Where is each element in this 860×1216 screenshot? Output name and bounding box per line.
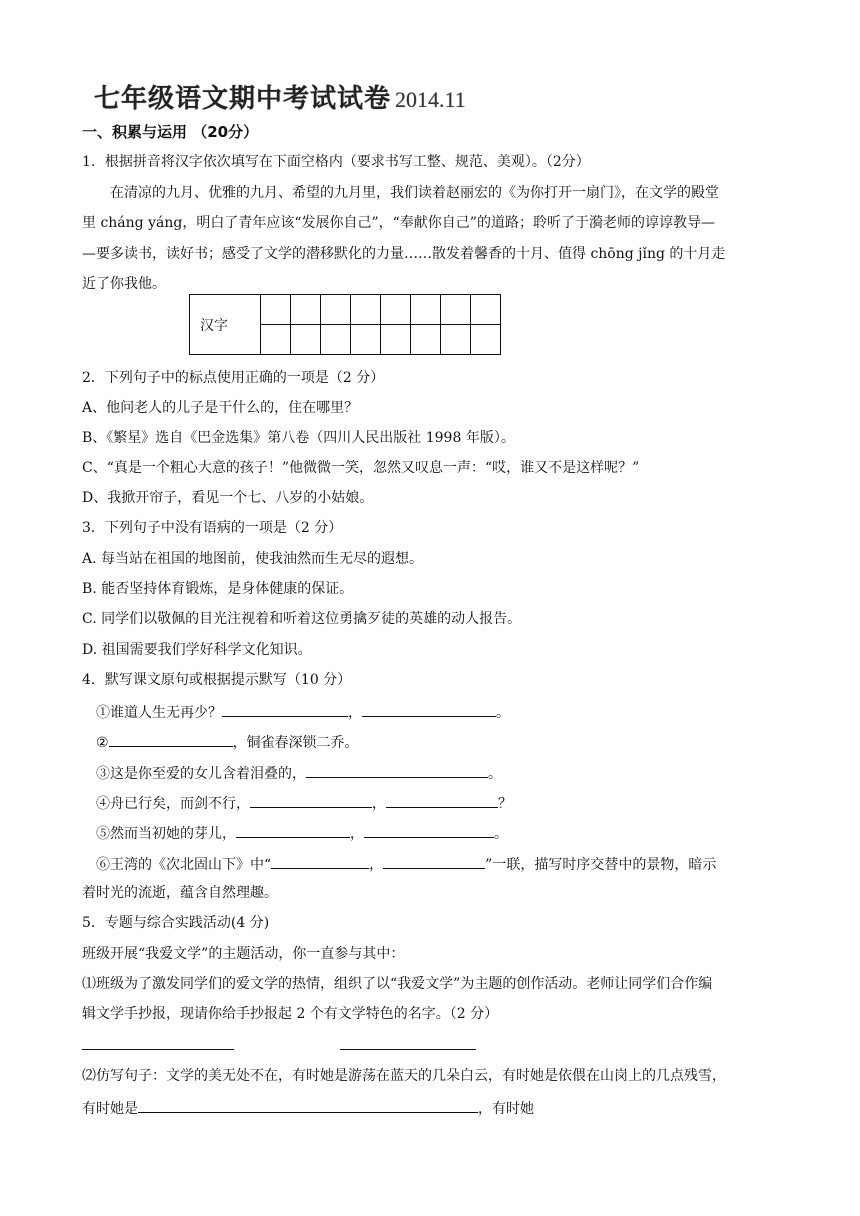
answer-blank[interactable] [236, 822, 350, 838]
q3-stem: 3．下列句子中没有语病的一项是（2 分） [82, 520, 343, 536]
q5-part2-line [82, 1097, 534, 1119]
q4-item-6-sep: ， [369, 857, 384, 873]
exam-date: 2014.11 [395, 87, 466, 112]
q2-stem: 2．下列句子中的标点使用正确的一项是（2 分） [82, 370, 385, 386]
q4-item-5-sep: ， [350, 826, 364, 842]
q4-item-6-continuation: 着时光的流逝，蕴含自然理趣。 [82, 885, 278, 901]
q4-item-1 [96, 701, 510, 723]
q4-item-2-text: ，铜雀春深锁二乔。 [232, 735, 359, 751]
answer-blank[interactable] [362, 701, 496, 717]
q1-stem: 1．根据拼音将汉字依次填写在下面空格内（要求书写工整、规范、美观）。（2分） [82, 154, 590, 170]
q4-item-6-text: ⑥王湾的《次北固山下》中“ [96, 857, 272, 873]
grid-cell[interactable] [381, 295, 411, 325]
q2-option-d: D、我掀开帘子，看见一个七、八岁的小姑娘。 [82, 490, 374, 506]
q5-part2-text: 有时她是 [82, 1101, 138, 1117]
q4-item-3 [96, 762, 502, 784]
answer-blank[interactable] [340, 1049, 476, 1050]
grid-cell[interactable] [351, 325, 381, 355]
grid-cell[interactable] [291, 295, 321, 325]
q5-stem: 5．专题与综合实践活动(4 分) [82, 915, 270, 931]
q1-passage-line: 在清凉的九月、优雅的九月、希望的九月里，我们读着赵丽宏的《为你打开一扇门》，在文学的殿堂 [110, 185, 719, 201]
grid-cell[interactable] [411, 325, 441, 355]
q4-item-3-end: 。 [488, 766, 502, 782]
q3-option-b: B. 能否坚持体育锻炼，是身体健康的保证。 [82, 581, 354, 597]
grid-cell[interactable] [381, 325, 411, 355]
q1-passage-line: —要多读书，读好书；感受了文学的潜移默化的力量……散发着馨香的十月、值得 chōng jǐng 的十月走 [82, 246, 726, 262]
q4-item-4-end: ？ [498, 796, 512, 812]
q5-part1-line: 辑文学手抄报，现请你给手抄报起 2 个有文学特色的名字。（2 分） [82, 1006, 499, 1022]
grid-cell[interactable] [471, 325, 501, 355]
q4-item-6 [96, 853, 716, 875]
q4-item-2-num: ② [96, 735, 109, 751]
q5-part1-line: ⑴班级为了激发同学们的爱文学的热情，组织了以“我爱文学”为主题的创作活动。老师让同学们合作编 [82, 976, 713, 992]
hanzi-answer-grid [189, 294, 501, 355]
grid-cell[interactable] [351, 295, 381, 325]
q4-item-5 [96, 822, 508, 844]
q3-option-c: C. 同学们以敬佩的目光注视着和听着这位勇擒歹徒的英雄的动人报告。 [82, 611, 522, 627]
answer-blank[interactable] [306, 762, 488, 778]
answer-blank[interactable] [138, 1097, 478, 1113]
q4-stem: 4．默写课文原句或根据提示默写（10 分） [82, 672, 352, 688]
grid-cell[interactable] [471, 295, 501, 325]
answer-blank[interactable] [271, 853, 369, 869]
answer-blank[interactable] [82, 1049, 234, 1050]
answer-blank[interactable] [250, 792, 372, 808]
q1-passage-line: 近了你我他。 [82, 276, 166, 292]
q1-passage-line: 里 cháng yáng，明白了青年应该“发展你自己”，“奉献你自己”的道路；聆听了于漪老师的谆谆教导— [82, 215, 715, 231]
q4-item-1-end: 。 [496, 705, 510, 721]
exam-title-text: 七年级语文期中考试试卷 [94, 84, 392, 114]
q4-item-1-text: ①谁道人生无再少？ [96, 705, 222, 721]
grid-cell[interactable] [261, 295, 291, 325]
grid-cell[interactable] [261, 325, 291, 355]
answer-blank[interactable] [364, 822, 494, 838]
q4-item-5-end: 。 [494, 826, 508, 842]
grid-cell[interactable] [441, 325, 471, 355]
grid-cell[interactable] [411, 295, 441, 325]
q4-item-4-sep: ， [372, 796, 386, 812]
q4-item-5-text: ⑤然而当初她的芽儿， [96, 826, 236, 842]
grid-cell[interactable] [441, 295, 471, 325]
section-heading: 一、积累与运用 （20分） [82, 123, 259, 141]
q4-item-4-text: ④舟已行矣，而剑不行， [96, 796, 250, 812]
q4-item-6-text-end: ”一联，描写时序交替中的景物，暗示 [485, 857, 717, 873]
q5-part2-line: ⑵仿写句子：文学的美无处不在，有时她是游荡在蓝天的几朵白云，有时她是依偎在山岗上的几点残雪， [82, 1068, 726, 1084]
answer-blank[interactable] [222, 701, 348, 717]
q2-option-c: C、“真是一个粗心大意的孩子！”他微微一笑，忽然又叹息一声：“哎，谁又不是这样呢？” [82, 460, 640, 476]
q4-item-2 [96, 731, 359, 753]
q4-item-4 [96, 792, 512, 814]
q4-item-3-text: ③这是你至爱的女儿含着泪叠的， [96, 766, 306, 782]
grid-cell[interactable] [321, 325, 351, 355]
q5-part2-text-end: ，有时她 [478, 1101, 534, 1117]
answer-blank[interactable] [383, 853, 485, 869]
q2-option-b: B、《繁星》选自《巴金选集》第八卷（四川人民出版社 1998 年版）。 [82, 430, 515, 446]
q4-item-1-sep: ， [348, 705, 362, 721]
q3-option-d: D. 祖国需要我们学好科学文化知识。 [82, 642, 312, 658]
answer-blank[interactable] [109, 731, 233, 747]
grid-cell[interactable] [291, 325, 321, 355]
exam-title [94, 78, 466, 115]
grid-cell[interactable] [321, 295, 351, 325]
answer-blank[interactable] [386, 792, 498, 808]
grid-label: 汉字 [190, 295, 261, 355]
q2-option-a: A、他问老人的儿子是干什么的，住在哪里？ [82, 400, 359, 416]
q3-option-a: A. 每当站在祖国的地图前，使我油然而生无尽的遐想。 [82, 551, 424, 567]
q5-intro: 班级开展“我爱文学”的主题活动，你一直参与其中： [82, 946, 405, 962]
